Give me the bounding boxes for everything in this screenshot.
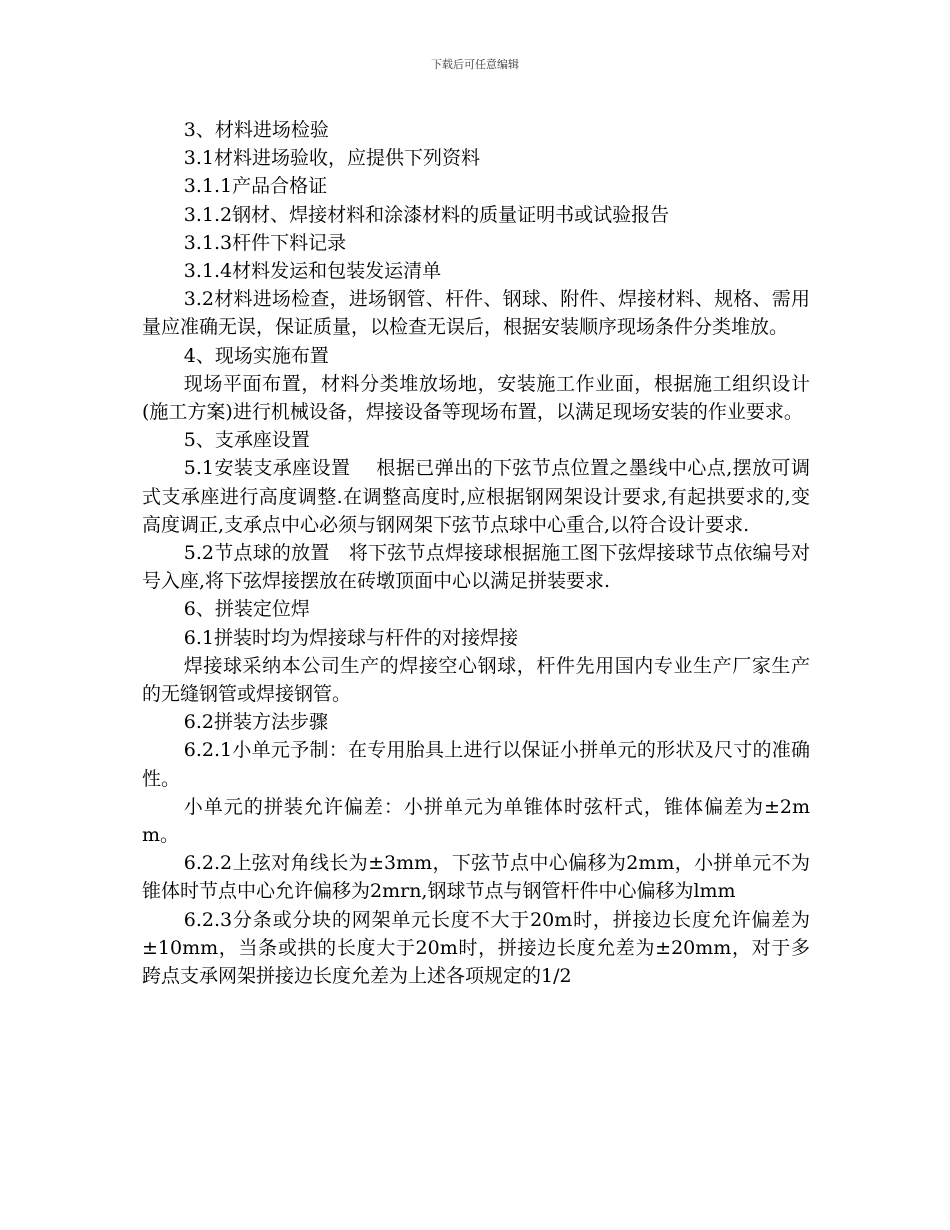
paragraph-6-2-1: 6.2.1小单元予制：在专用胎具上进行以保证小拼单元的形状及尺寸的准确性。 xyxy=(142,739,810,790)
paragraph-5-1: 5.1安装支承座设置 根据已弹出的下弦节点位置之墨线中心点,摆放可调式支承座进行高度调整.在调整高度时,应根据钢网架设计要求,有起拱要求的,变高度调正,支承点中心必须与钢网架下弦节点球中心重合,以符合设计要求. xyxy=(142,457,810,536)
heading-material-inspection: 3、材料进场检验 xyxy=(183,119,329,141)
paragraph-3-1-3: 3.1.3杆件下料记录 xyxy=(183,231,347,254)
paragraph-6-2-2: 6.2.2上弦对角线长为±3mm，下弦节点中心偏移为2mm，小拼单元不为锥体时节点中心允许偏移为2mrn,钢球节点与钢管杆件中心偏移为lmm xyxy=(142,852,810,903)
heading-site-layout: 4、现场实施布置 xyxy=(183,344,329,367)
paragraph-6-2: 6.2拼装方法步骤 xyxy=(183,711,329,734)
document-body xyxy=(142,116,810,990)
page-header-note: 下载后可任意编辑 xyxy=(431,58,519,71)
heading-assembly-welding: 6、拼装定位焊 xyxy=(183,598,310,621)
paragraph-3-1-2: 3.1.2钢材、焊接材料和涂漆材料的质量证明书或试验报告 xyxy=(183,203,670,226)
paragraph-site-layout: 现场平面布置，材料分类堆放场地，安装施工作业面，根据施工组织设计(施工方案)进行机械设备，焊接设备等现场布置，以满足现场安装的作业要求。 xyxy=(142,372,810,424)
heading-support-setup: 5、支承座设置 xyxy=(183,429,310,452)
paragraph-5-2: 5.2节点球的放置 将下弦节点焊接球根据施工图下弦焊接球节点依编号对号入座,将下弦焊接摆放在砖墩顶面中心以满足拼装要求. xyxy=(142,542,810,593)
paragraph-3-1-4: 3.1.4材料发运和包装发运清单 xyxy=(183,260,442,283)
paragraph-3-2: 3.2材料进场检查，进场钢管、杆件、钢球、附件、焊接材料、规格、需用量应准确无误，保证质量，以检查无误后，根据安装顺序现场条件分类堆放。 xyxy=(142,288,810,339)
paragraph-welding-ball: 焊接球采纳本公司生产的焊接空心钢球，杆件先用国内专业生产厂家生产的无缝钢管或焊接钢管。 xyxy=(142,654,810,706)
paragraph-6-2-3: 6.2.3分条或分块的网架单元长度不大于20m时，拼接边长度允许偏差为±10mm，当条或拱的长度大于20m时，拼接边长度允差为±20mm，对于多跨点支承网架拼接边长度允差为上述各项规定的1/2 xyxy=(142,908,810,988)
paragraph-6-1: 6.1拼装时均为焊接球与杆件的对接焊接 xyxy=(183,626,519,649)
paragraph-3-1: 3.1材料进场验收，应提供下列资料 xyxy=(183,147,481,170)
paragraph-3-1-1: 3.1.1产品合格证 xyxy=(183,175,328,198)
paragraph-unit-tolerance: 小单元的拼装允许偏差：小拼单元为单锥体时弦杆式，锥体偏差为±2mm。 xyxy=(142,795,810,847)
